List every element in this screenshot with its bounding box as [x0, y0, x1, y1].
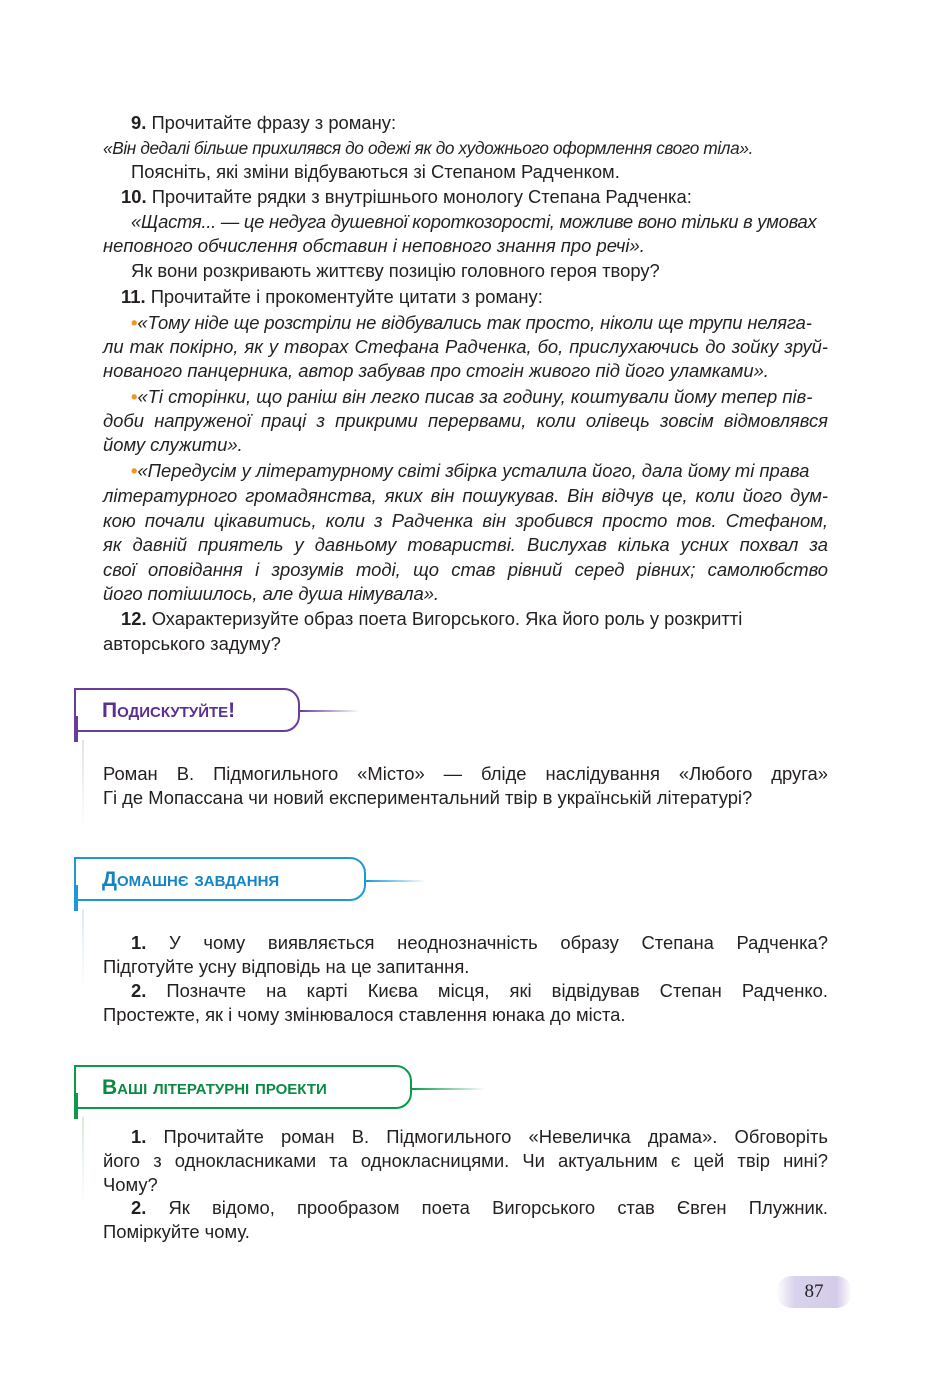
- homework-side-line: [82, 909, 84, 989]
- q11-quote3-line-6: його потішилось, але душа німувала».: [103, 583, 440, 604]
- q11-quote2-line-2: доби напруженої праці з прикрими перервами, коли олівець зовсім відмовлявся: [103, 410, 828, 431]
- projects-item2-line-2: Поміркуйте чому.: [103, 1221, 250, 1242]
- q11-quote1-text: «Тому ніде ще розстріли не відбувались так просто, ніколи ще трупи неляга-: [137, 312, 812, 333]
- bullet-icon: •: [131, 460, 138, 481]
- q9-number: 9.: [131, 112, 147, 133]
- discuss-side-line: [82, 740, 84, 830]
- q11-quote3-text: «Передусім у літературному світі збірка усталила його, дала йому ті права: [137, 460, 810, 481]
- q11-quote1-line-3: нованого панцерника, автор забував про стогін живого під його уламками».: [103, 360, 769, 381]
- q10-task: Як вони розкривають життєву позицію головного героя твору?: [131, 260, 660, 281]
- projects-item1-line-3: Чому?: [103, 1174, 158, 1195]
- q11-quote2-line-3: йому служити».: [103, 434, 243, 455]
- page-number: 87: [804, 1281, 824, 1302]
- projects-side-line: [82, 1117, 84, 1207]
- projects-item1-line-2: його з однокласниками та однокласницями. Чи актуальним є цей твір нині?: [103, 1150, 828, 1171]
- projects-item2-number: 2.: [131, 1197, 147, 1218]
- q11-quote1-line-2: ли так покірно, як у творах Стефана Радченка, бо, прислухаючись до зойку зруй-: [103, 336, 828, 357]
- homework-item2-number: 2.: [131, 980, 147, 1001]
- q11-text: Прочитайте і прокоментуйте цитати з роману:: [150, 286, 543, 307]
- discuss-title: Подискутуйте!: [102, 699, 236, 722]
- q10-line: [121, 185, 692, 209]
- q10-quote-line-1: «Щастя... — це недуга душевної короткозорості, можливе воно тільки в умовах: [131, 211, 817, 232]
- discuss-line-2: Гі де Мопассана чи новий експериментальний твір в українській літературі?: [103, 787, 753, 808]
- page-number-badge: [776, 1276, 852, 1308]
- projects-title: Ваші літературні проекти: [102, 1076, 327, 1099]
- q10-number: 10.: [121, 186, 147, 207]
- q11-quote1-line-1: [131, 311, 812, 335]
- homework-accent: [74, 885, 78, 911]
- q10-quote-line-2: неповного обчислення обставин і неповного знання про речі».: [103, 235, 645, 256]
- q9-line: [131, 111, 396, 135]
- homework-item1-line-1: [131, 931, 828, 955]
- bullet-icon: •: [131, 312, 138, 333]
- projects-item1-line-1: [131, 1125, 828, 1149]
- homework-item2-line-2: Простежте, як і чому змінювалося ставлення юнака до міста.: [103, 1004, 626, 1025]
- q11-quote3-line-3: кою почали цікавитись, коли з Радченка він зробився просто тов. Стефаном,: [103, 510, 828, 531]
- homework-item1-number: 1.: [131, 932, 147, 953]
- projects-item2-line-1: [131, 1196, 828, 1220]
- q11-quote2-text: «Ті сторінки, що раніш він легко писав за годину, коштували йому тепер пів-: [137, 386, 813, 407]
- q9-quote: «Він дедалі більше прихилявся до одежі як до художнього оформлення свого тіла».: [103, 138, 753, 158]
- projects-tail: [412, 1088, 486, 1090]
- q9-task: Поясніть, які зміни відбуваються зі Степаном Радченком.: [131, 161, 620, 182]
- homework-item2-line-1: [131, 979, 828, 1003]
- homework-item2-text: Позначте на карті Києва місця, які відвідував Степан Радченко.: [166, 980, 828, 1001]
- q9-text: Прочитайте фразу з роману:: [151, 112, 397, 133]
- q12-text: Охарактеризуйте образ поета Вигорського. Яка його роль у розкритті: [151, 608, 743, 629]
- bullet-icon: •: [131, 386, 138, 407]
- discuss-accent: [74, 716, 78, 742]
- q12-line: [121, 607, 742, 631]
- q11-quote3-line-5: свої оповідання і зрозумів тоді, що став рівний серед рівних; самолюбство: [103, 559, 828, 580]
- homework-header: [74, 857, 366, 901]
- projects-item1-number: 1.: [131, 1126, 147, 1147]
- q11-quote3-line-2: літературного громадянства, яких він пошукував. Він відчув це, коли його дум-: [103, 485, 828, 506]
- q11-line: [121, 285, 543, 309]
- discuss-tail: [300, 710, 360, 712]
- q11-quote3-line-4: як давній приятель у давньому товаристві. Вислухав кілька усних похвал за: [103, 534, 828, 555]
- projects-header: [74, 1065, 412, 1109]
- projects-accent: [74, 1093, 78, 1119]
- homework-title: Домашнє завдання: [102, 868, 280, 891]
- homework-item1-text: У чому виявляється неоднозначність образу Степана Радченка?: [169, 932, 828, 953]
- homework-tail: [366, 880, 426, 882]
- discuss-header: [74, 688, 300, 732]
- discuss-line-1: Роман В. Підмогильного «Місто» — бліде наслідування «Любого друга»: [103, 763, 828, 784]
- q11-quote2-line-1: [131, 385, 812, 409]
- q12-line-2: авторського задуму?: [103, 633, 281, 654]
- q11-quote3-line-1: [131, 459, 809, 483]
- projects-item2-text: Як відомо, прообразом поета Вигорського став Євген Плужник.: [168, 1197, 828, 1218]
- q11-number: 11.: [121, 286, 146, 307]
- homework-item1-line-2: Підготуйте усну відповідь на це запитання.: [103, 956, 470, 977]
- q10-text: Прочитайте рядки з внутрішнього монологу Степана Радченка:: [151, 186, 692, 207]
- q12-number: 12.: [121, 608, 147, 629]
- projects-item1-text: Прочитайте роман В. Підмогильного «Невеличка драма». Обговоріть: [163, 1126, 828, 1147]
